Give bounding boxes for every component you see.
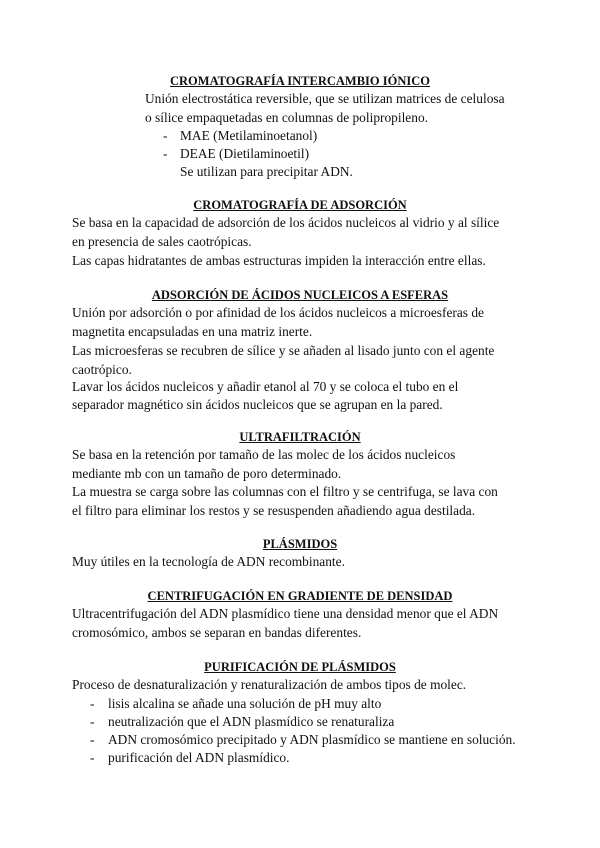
bullet-dash: - xyxy=(90,732,95,747)
body-line: Se basa en la retención por tamaño de las molec de los ácidos nucleicos xyxy=(72,447,456,462)
bullet-dash: - xyxy=(163,146,168,161)
bullet-dash: - xyxy=(163,128,168,143)
body-line: separador magnético sin ácidos nucleicos que se agrupan en la pared. xyxy=(72,397,443,412)
body-line: Unión electrostática reversible, que se utilizan matrices de celulosa xyxy=(145,91,505,106)
heading-cromatografia-de-adsorcion: CROMATOGRAFÍA DE ADSORCIÓN xyxy=(193,198,407,212)
body-line: magnetita encapsuladas en una matriz inerte. xyxy=(72,324,313,339)
heading-cromatografia-intercambio-ionico: CROMATOGRAFÍA INTERCAMBIO IÓNICO xyxy=(170,74,430,88)
body-line: cromosómico, ambos se separan en bandas diferentes. xyxy=(72,625,362,640)
body-line: mediante mb con un tamaño de poro determinado. xyxy=(72,466,342,481)
body-line: Unión por adsorción o por afinidad de los ácidos nucleicos a microesferas de xyxy=(72,305,485,320)
body-line: Muy útiles en la tecnología de ADN recombinante. xyxy=(72,554,345,569)
body-line: el filtro para eliminar los restos y se resuspenden añadiendo agua destilada. xyxy=(72,503,476,518)
body-line: Se basa en la capacidad de adsorción de los ácidos nucleicos al vidrio y al sílice xyxy=(72,215,500,230)
section-note: Se utilizan para precipitar ADN. xyxy=(180,164,353,179)
heading-purificacion-plasmidos: PURIFICACIÓN DE PLÁSMIDOS xyxy=(204,660,396,674)
bullet-dash: - xyxy=(90,714,95,729)
bullet-item: lisis alcalina se añade una solución de pH muy alto xyxy=(108,696,382,711)
body-line: Las capas hidratantes de ambas estructuras impiden la interacción entre ellas. xyxy=(72,253,486,268)
bullet-item: neutralización que el ADN plasmídico se renaturaliza xyxy=(108,714,395,729)
bullet-item: MAE (Metilaminoetanol) xyxy=(180,128,318,143)
body-line: Lavar los ácidos nucleicos y añadir etanol al 70 y se coloca el tubo en el xyxy=(72,379,459,394)
body-line: Proceso de desnaturalización y renaturalización de ambos tipos de molec. xyxy=(72,677,467,692)
bullet-dash: - xyxy=(90,696,95,711)
bullet-item: ADN cromosómico precipitado y ADN plasmídico se mantiene en solución. xyxy=(108,732,516,747)
body-line: o sílice empaquetadas en columnas de polipropileno. xyxy=(145,110,428,125)
body-line: Ultracentrifugación del ADN plasmídico tiene una densidad menor que el ADN xyxy=(72,606,499,621)
heading-centrifugacion-gradiente: CENTRIFUGACIÓN EN GRADIENTE DE DENSIDAD xyxy=(147,589,453,603)
body-line: Las microesferas se recubren de sílice y se añaden al lisado junto con el agente xyxy=(72,343,495,358)
body-line: caotrópico. xyxy=(72,362,132,377)
heading-adsorcion-acidos-nucleicos: ADSORCIÓN DE ÁCIDOS NUCLEICOS A ESFERAS xyxy=(151,288,449,302)
body-line: La muestra se carga sobre las columnas con el filtro y se centrifuga, se lava con xyxy=(72,484,498,499)
body-line: en presencia de sales caotrópicas. xyxy=(72,234,252,249)
bullet-item: purificación del ADN plasmídico. xyxy=(108,750,290,765)
bullet-item: DEAE (Dietilaminoetil) xyxy=(180,146,310,161)
bullet-dash: - xyxy=(90,750,95,765)
heading-ultrafiltracion: ULTRAFILTRACIÓN xyxy=(239,430,361,444)
heading-plasmidos: PLÁSMIDOS xyxy=(262,537,338,551)
